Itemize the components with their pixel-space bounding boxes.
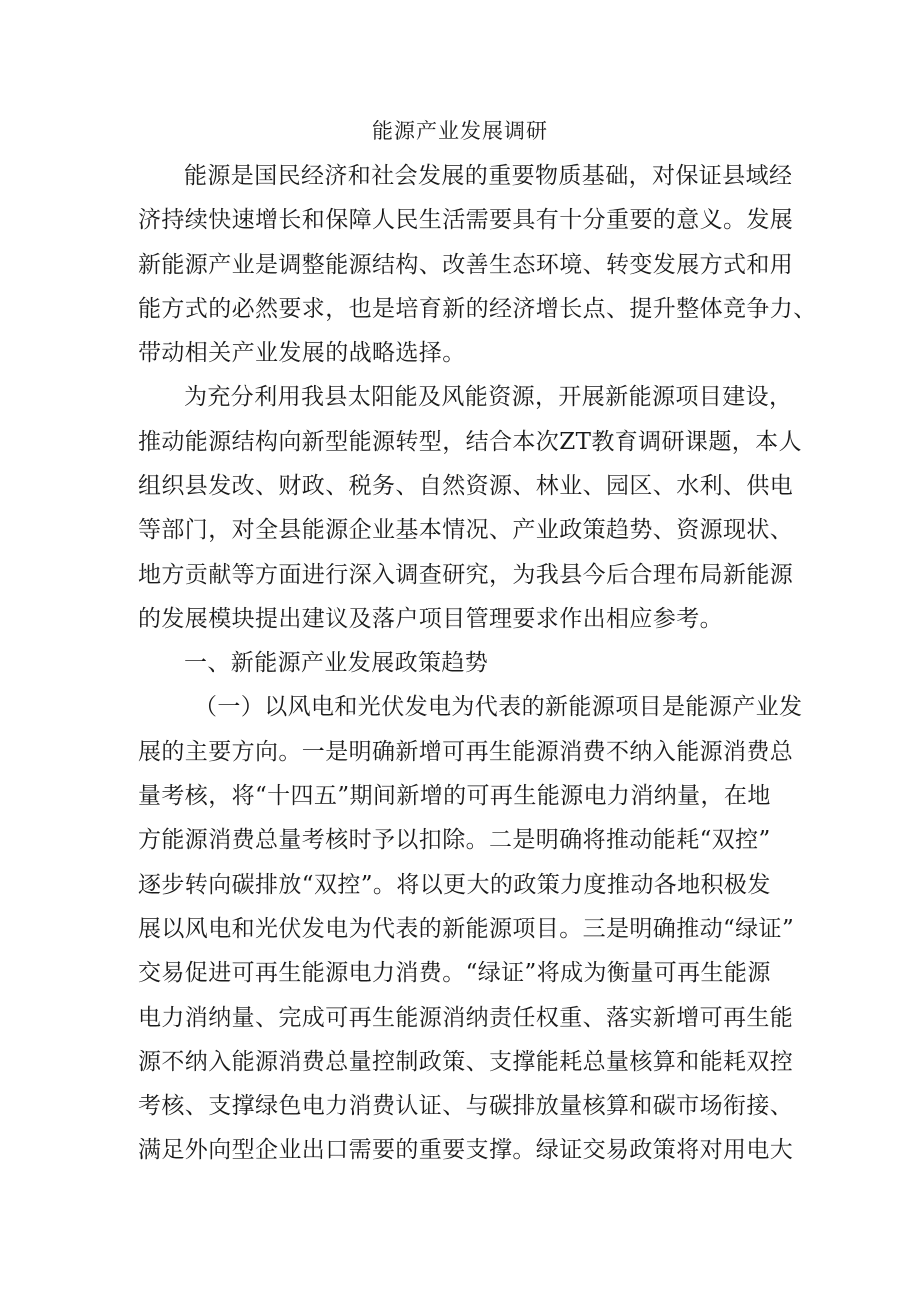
- paragraph-line: 满足外向型企业出口需要的重要支撑。绿证交易政策将对用电大: [138, 1137, 794, 1163]
- paragraph-line: 考核、支撑绿色电力消费认证、与碳排放量核算和碳市场衔接、: [138, 1093, 794, 1119]
- paragraph-line: 新能源产业是调整能源结构、改善生态环境、转变发展方式和用: [138, 252, 794, 278]
- paragraph-line: （一）以风电和光伏发电为代表的新能源项目是能源产业发: [194, 694, 803, 720]
- paragraph-line: 带动相关产业发展的战略选择。: [138, 340, 466, 366]
- paragraph-line: 源不纳入能源消费总量控制政策、支撑能耗总量核算和能耗双控: [138, 1049, 794, 1075]
- paragraph-line: 方能源消费总量考核时予以扣除。二是明确将推动能耗“双控”: [138, 827, 771, 853]
- paragraph-line: 推动能源结构向新型能源转型，结合本次ZT教育调研课题，本人: [138, 429, 802, 455]
- paragraph-line: 的发展模块提出建议及落户项目管理要求作出相应参考。: [138, 606, 723, 632]
- document-title: 能源产业发展调研: [372, 119, 548, 143]
- paragraph-line: 等部门，对全县能源企业基本情况、产业政策趋势、资源现状、: [138, 517, 794, 543]
- paragraph-line: 展的主要方向。一是明确新增可再生能源消费不纳入能源消费总: [138, 739, 794, 765]
- paragraph-line: 电力消纳量、完成可再生能源消纳责任权重、落实新增可再生能: [138, 1005, 794, 1031]
- paragraph-line: 展以风电和光伏发电为代表的新能源项目。三是明确推动“绿证”: [138, 916, 795, 942]
- paragraph-line: 能方式的必然要求，也是培育新的经济增长点、提升整体竞争力、: [138, 296, 817, 322]
- paragraph-line: 量考核，将“十四五”期间新增的可再生能源电力消纳量，在地: [138, 783, 771, 809]
- section-heading: 一、新能源产业发展政策趋势: [184, 650, 489, 676]
- paragraph-line: 地方贡献等方面进行深入调查研究，为我县今后合理布局新能源: [138, 562, 794, 588]
- paragraph-line: 组织县发改、财政、税务、自然资源、林业、园区、水利、供电: [138, 473, 794, 499]
- paragraph-line: 为充分利用我县太阳能及风能资源，开展新能源项目建设，: [184, 384, 793, 410]
- paragraph-line: 逐步转向碳排放“双控”。将以更大的政策力度推动各地积极发: [138, 872, 771, 898]
- paragraph-line: 济持续快速增长和保障人民生活需要具有十分重要的意义。发展: [138, 207, 794, 233]
- paragraph-line: 能源是国民经济和社会发展的重要物质基础，对保证县域经: [184, 163, 793, 189]
- paragraph-line: 交易促进可再生能源电力消费。“绿证”将成为衡量可再生能源: [138, 960, 771, 986]
